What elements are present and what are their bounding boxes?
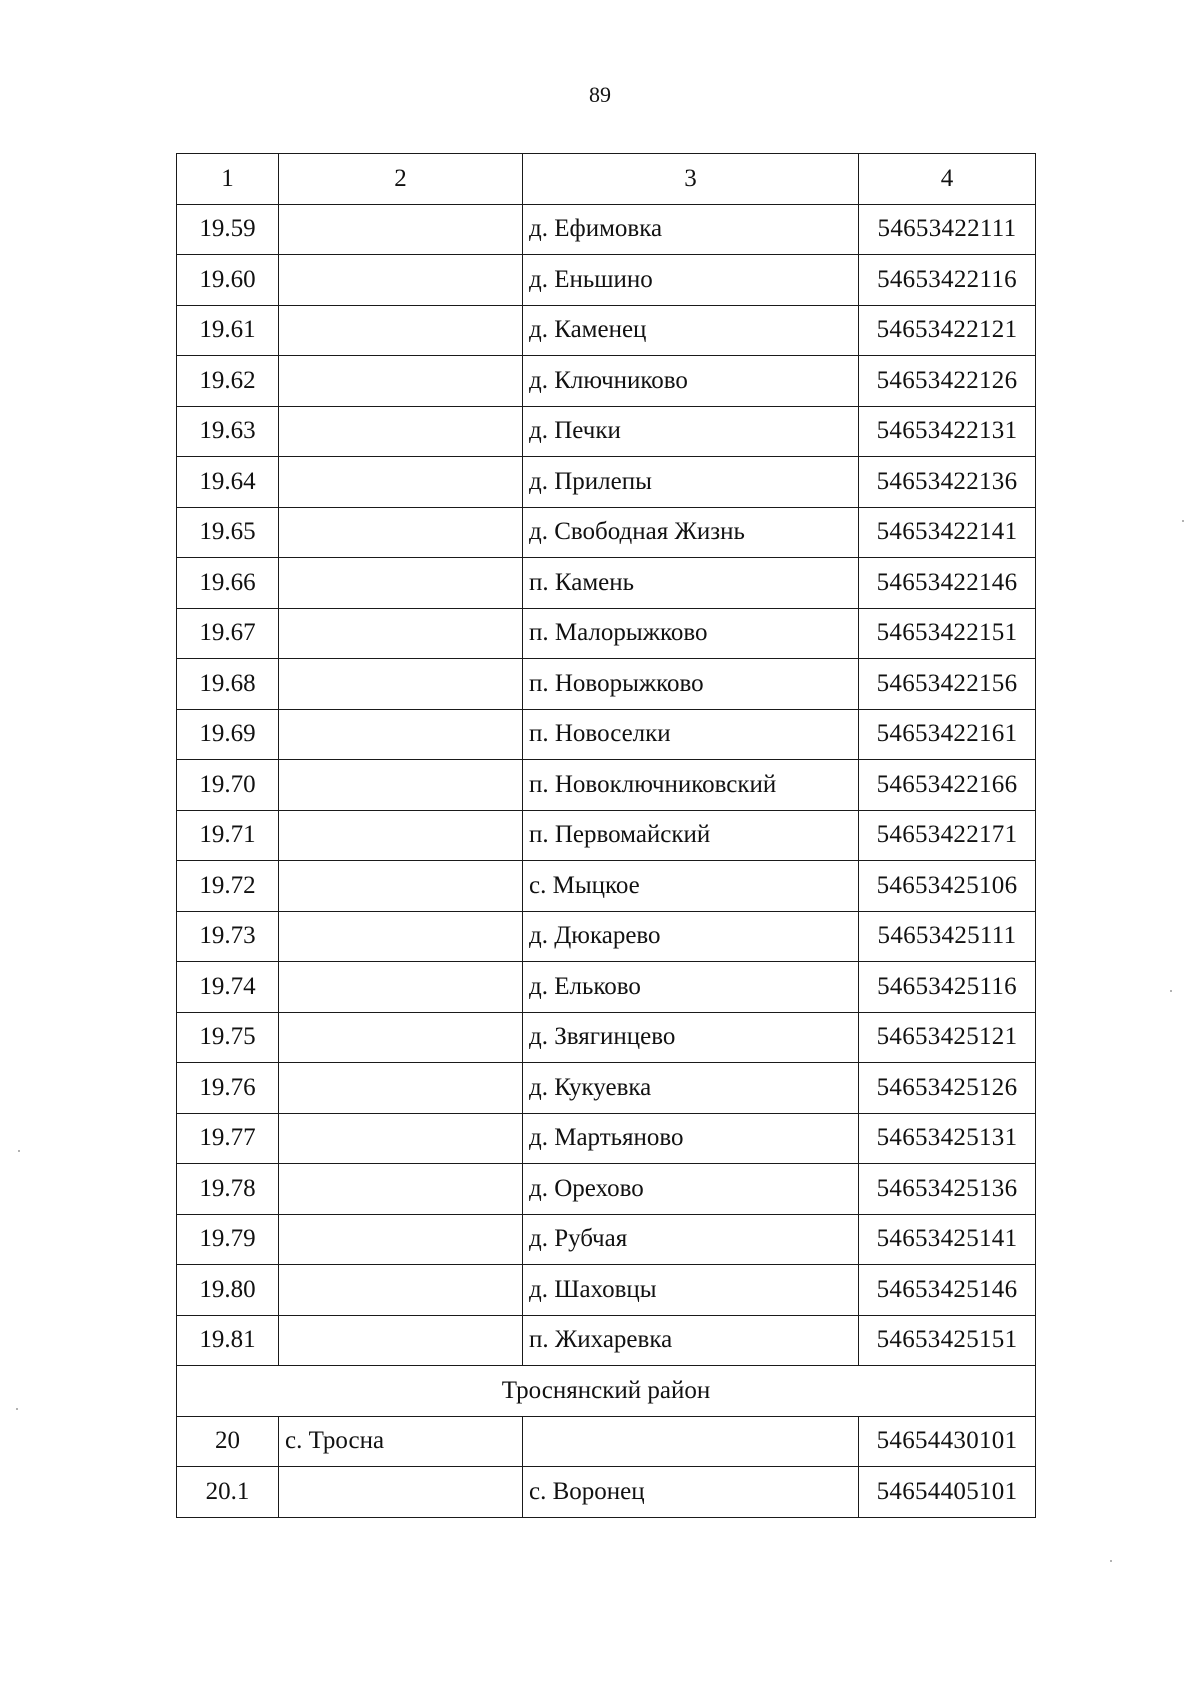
code-cell: 54653422166 [859,760,1036,811]
table-row [177,457,1036,508]
settlement-cell: д. Орехово [523,1164,859,1215]
row-number-cell: 20 [177,1416,279,1467]
code-cell: 54653425126 [859,1063,1036,1114]
district-cell [279,1265,523,1316]
section-title: Троснянский район [177,1366,1036,1417]
table-row [177,558,1036,609]
code-cell: 54653422156 [859,659,1036,710]
row-number-cell: 19.70 [177,760,279,811]
table-row [177,1265,1036,1316]
scan-speck [1170,990,1172,992]
column-header: 2 [279,154,523,205]
district-cell [279,457,523,508]
district-cell [279,1113,523,1164]
district-cell [279,1012,523,1063]
row-number-cell: 19.80 [177,1265,279,1316]
district-cell [279,911,523,962]
code-cell: 54653422136 [859,457,1036,508]
district-cell [279,204,523,255]
settlement-cell: д. Рубчая [523,1214,859,1265]
row-number-cell: 19.69 [177,709,279,760]
row-number-cell: 19.79 [177,1214,279,1265]
settlement-cell: с. Мыцкое [523,861,859,912]
settlement-cell: п. Первомайский [523,810,859,861]
settlement-cell: с. Воронец [523,1467,859,1518]
row-number-cell: 19.66 [177,558,279,609]
code-cell: 54653422161 [859,709,1036,760]
code-cell: 54653422171 [859,810,1036,861]
column-header: 4 [859,154,1036,205]
code-cell: 54653422126 [859,356,1036,407]
table-row [177,406,1036,457]
settlement-cell: д. Печки [523,406,859,457]
row-number-cell: 19.67 [177,608,279,659]
settlement-cell: д. Прилепы [523,457,859,508]
district-cell [279,608,523,659]
table-row [177,1012,1036,1063]
table-row [177,507,1036,558]
settlement-cell: п. Малорыжково [523,608,859,659]
code-cell: 54653425106 [859,861,1036,912]
code-cell: 54653425151 [859,1315,1036,1366]
code-cell: 54653422151 [859,608,1036,659]
settlement-cell: д. Свободная Жизнь [523,507,859,558]
code-cell: 54653422121 [859,305,1036,356]
row-number-cell: 19.74 [177,962,279,1013]
code-cell: 54653425141 [859,1214,1036,1265]
district-cell [279,507,523,558]
table-row [177,962,1036,1013]
district-cell [279,659,523,710]
code-cell: 54653422131 [859,406,1036,457]
district-cell [279,255,523,306]
row-number-cell: 19.77 [177,1113,279,1164]
settlement-cell: д. Шаховцы [523,1265,859,1316]
row-number-cell: 19.60 [177,255,279,306]
table-row [177,1467,1036,1518]
scan-speck [16,1408,18,1410]
settlement-cell: д. Ключниково [523,356,859,407]
settlement-cell: д. Кукуевка [523,1063,859,1114]
district-cell [279,861,523,912]
row-number-cell: 19.64 [177,457,279,508]
settlement-cell: п. Новоключниковский [523,760,859,811]
row-number-cell: 19.72 [177,861,279,912]
row-number-cell: 19.73 [177,911,279,962]
table-row [177,1164,1036,1215]
code-cell: 54653425136 [859,1164,1036,1215]
scan-speck [1182,520,1184,522]
table-row [177,608,1036,659]
row-number-cell: 19.78 [177,1164,279,1215]
code-cell: 54653425111 [859,911,1036,962]
settlement-cell: п. Новорыжково [523,659,859,710]
page-number: 89 [589,82,611,107]
district-cell [279,709,523,760]
table-row [177,911,1036,962]
row-number-cell: 19.62 [177,356,279,407]
district-cell [279,1214,523,1265]
district-cell [279,1467,523,1518]
settlements-table [176,153,1036,1518]
table-row [177,1214,1036,1265]
row-number-cell: 19.65 [177,507,279,558]
code-cell: 54653422116 [859,255,1036,306]
table-row [177,255,1036,306]
district-cell [279,558,523,609]
row-number-cell: 19.61 [177,305,279,356]
settlement-cell: д. Ефимовка [523,204,859,255]
settlement-cell: д. Еньшино [523,255,859,306]
row-number-cell: 19.81 [177,1315,279,1366]
district-cell [279,356,523,407]
district-cell [279,810,523,861]
column-header: 3 [523,154,859,205]
table-row [177,305,1036,356]
table-row [177,709,1036,760]
code-cell: 54654405101 [859,1467,1036,1518]
district-cell [279,305,523,356]
table-row [177,861,1036,912]
code-cell: 54653425116 [859,962,1036,1013]
district-cell: с. Тросна [279,1416,523,1467]
section-row [177,1366,1036,1417]
table-header-row [177,154,1036,205]
row-number-cell: 19.68 [177,659,279,710]
row-number-cell: 19.63 [177,406,279,457]
code-cell: 54653425131 [859,1113,1036,1164]
settlement-cell: д. Дюкарево [523,911,859,962]
code-cell: 54653422111 [859,204,1036,255]
table-row [177,810,1036,861]
table-row [177,1063,1036,1114]
row-number-cell: 19.71 [177,810,279,861]
code-cell: 54653422146 [859,558,1036,609]
table-row [177,1113,1036,1164]
district-cell [279,1063,523,1114]
district-cell [279,962,523,1013]
settlement-cell: д. Ельково [523,962,859,1013]
district-cell [279,760,523,811]
scan-speck [18,1150,20,1152]
district-cell [279,1164,523,1215]
district-cell [279,1315,523,1366]
settlement-cell: п. Камень [523,558,859,609]
table-row [177,204,1036,255]
row-number-cell: 19.59 [177,204,279,255]
table-row [177,760,1036,811]
settlement-cell: д. Мартьяново [523,1113,859,1164]
code-cell: 54653422141 [859,507,1036,558]
table-row [177,1315,1036,1366]
table-row [177,659,1036,710]
row-number-cell: 19.76 [177,1063,279,1114]
table-row [177,356,1036,407]
code-cell: 54653425146 [859,1265,1036,1316]
column-header: 1 [177,154,279,205]
settlement-cell: п. Новоселки [523,709,859,760]
settlement-cell: п. Жихаревка [523,1315,859,1366]
row-number-cell: 20.1 [177,1467,279,1518]
scan-speck [1110,1560,1112,1562]
row-number-cell: 19.75 [177,1012,279,1063]
settlement-cell: д. Звягинцево [523,1012,859,1063]
code-cell: 54653425121 [859,1012,1036,1063]
district-cell [279,406,523,457]
settlement-cell [523,1416,859,1467]
code-cell: 54654430101 [859,1416,1036,1467]
table-row [177,1416,1036,1467]
settlement-cell: д. Каменец [523,305,859,356]
